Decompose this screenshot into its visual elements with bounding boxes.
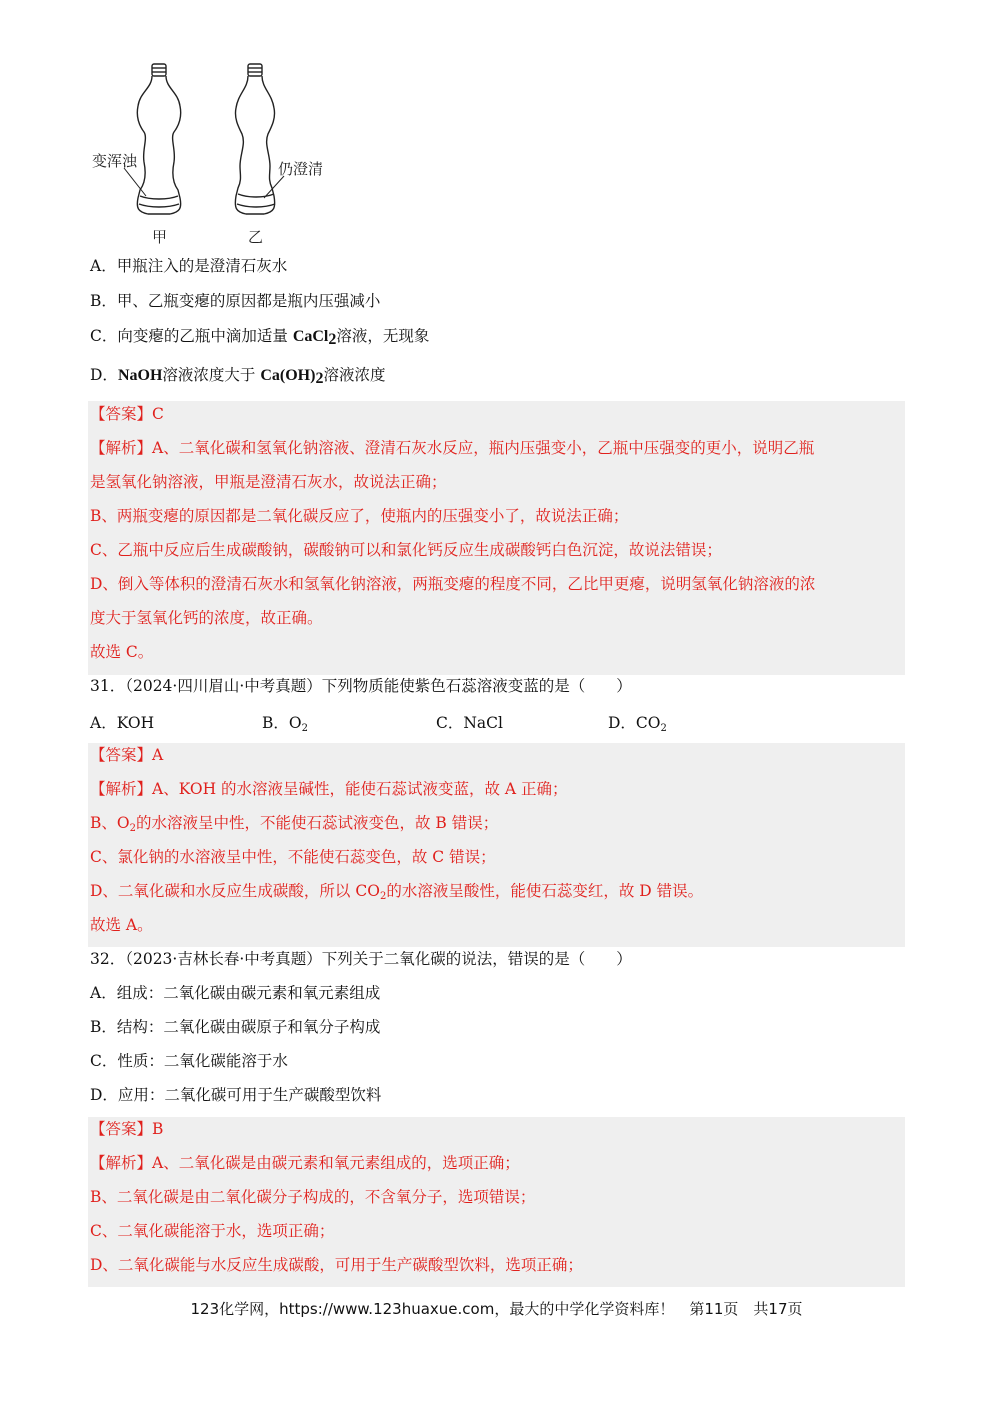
- q32-option-b: B．结构：二氧化碳由碳原子和氧分子构成: [90, 1018, 381, 1036]
- q31-analysis-2-prefix: B、O: [90, 814, 130, 832]
- q31-answer-box: [88, 743, 905, 947]
- q29-option-d-suffix: 溶液浓度: [323, 366, 386, 384]
- q29-conclusion: 故选 C。: [90, 643, 154, 661]
- q29-option-c: [90, 326, 429, 347]
- q31-option-b-prefix: B．O: [262, 714, 302, 732]
- label-jia: 甲: [152, 228, 168, 246]
- q32-analysis-4: D、二氧化碳能与水反应生成碳酸，可用于生产碳酸型饮料，选项正确；: [90, 1256, 583, 1274]
- q32-analysis-3: C、二氧化碳能溶于水，选项正确；: [90, 1222, 335, 1240]
- q31-analysis-4-prefix: D、二氧化碳和水反应生成碳酸，所以 CO: [90, 882, 380, 900]
- q32-analysis-2: B、二氧化碳是由二氧化碳分子构成的，不含氧分子，选项错误；: [90, 1188, 536, 1206]
- q31-analysis-2-sub: 2: [129, 823, 136, 834]
- q29-analysis-1: 【解析】A、二氧化碳和氢氧化钠溶液、澄清石灰水反应，瓶内压强变小，乙瓶中压强变的更小，说明乙瓶: [90, 439, 815, 457]
- bottle-right-shape: [235, 64, 275, 214]
- q29-option-c-suffix: 溶液，无现象: [336, 327, 430, 345]
- q31-analysis-3: C、氯化钠的水溶液呈中性，不能使石蕊变色，故 C 错误；: [90, 848, 496, 866]
- q32-option-a: A．组成：二氧化碳由碳元素和氧元素组成: [90, 984, 381, 1002]
- q29-analysis-3: C、乙瓶中反应后生成碳酸钠，碳酸钠可以和氯化钙反应生成碳酸钙白色沉淀，故说法错误；: [90, 541, 722, 559]
- q32-analysis-1: 【解析】A、二氧化碳是由碳元素和氧元素组成的，选项正确；: [90, 1154, 520, 1172]
- q29-analysis-2: B、两瓶变瘪的原因都是二氧化碳反应了，使瓶内的压强变小了，故说法正确；: [90, 507, 629, 525]
- q29-option-c-sub: 2: [328, 331, 337, 348]
- q29-option-a: A．甲瓶注入的是澄清石灰水: [90, 257, 288, 275]
- q29-option-d-prefix: D．: [90, 366, 118, 384]
- q31-answer: 【答案】A: [90, 746, 164, 764]
- q32-option-c: C．性质：二氧化碳能溶于水: [90, 1052, 288, 1070]
- label-turbid: 变浑浊: [92, 152, 138, 170]
- bottle-left-shape: [137, 64, 181, 214]
- label-clear: 仍澄清: [278, 160, 324, 178]
- q31-option-d: [608, 711, 667, 733]
- q31-option-b-sub: 2: [301, 723, 308, 734]
- q29-option-d-chem2: Ca(OH): [260, 367, 316, 384]
- q31-analysis-4-suffix: 的水溶液呈酸性，能使石蕊变红，故 D 错误。: [386, 882, 704, 900]
- q29-option-c-chem: CaCl: [292, 328, 329, 345]
- q29-answer: 【答案】C: [90, 405, 164, 423]
- q31-option-b: [262, 711, 308, 733]
- q31-option-c: C．NaCl: [436, 714, 503, 732]
- bottles-illustration: [88, 58, 348, 250]
- q31-analysis-4-sub: 2: [379, 891, 387, 902]
- q31-option-d-prefix: D．CO: [608, 714, 661, 732]
- q31-option-d-sub: 2: [660, 723, 667, 734]
- q29-option-d-chem1: NaOH: [117, 367, 163, 384]
- q29-analysis-1b: 是氢氧化钠溶液，甲瓶是澄清石灰水，故说法正确；: [90, 473, 447, 491]
- q31-analysis-2: [90, 813, 498, 833]
- q31-analysis-2-suffix: 的水溶液呈中性，不能使石蕊试液变色，故 B 错误；: [135, 814, 499, 832]
- q29-option-d: [90, 365, 385, 386]
- label-yi: 乙: [248, 228, 264, 246]
- q31-analysis-1: 【解析】A、KOH 的水溶液呈碱性，能使石蕊试液变蓝，故 A 正确；: [90, 780, 568, 798]
- q29-option-d-sub: 2: [315, 370, 324, 387]
- q32-answer: 【答案】B: [90, 1120, 164, 1138]
- q31-conclusion: 故选 A。: [90, 916, 153, 934]
- q31-stem: 31．（2024·四川眉山·中考真题）下列物质能使紫色石蕊溶液变蓝的是（ ）: [90, 677, 632, 695]
- page-footer: 123化学网，https://www.123huaxue.com，最大的中学化学资料库！ 第11页 共17页: [190, 1300, 803, 1318]
- q29-option-c-prefix: C．向变瘪的乙瓶中滴加适量: [90, 327, 288, 345]
- q29-option-d-mid: 溶液浓度大于: [162, 366, 256, 384]
- q32-option-d: D．应用：二氧化碳可用于生产碳酸型饮料: [90, 1086, 382, 1104]
- q29-analysis-4b: 度大于氢氧化钙的浓度，故正确。: [90, 609, 323, 627]
- q32-stem: 32．（2023·吉林长春·中考真题）下列关于二氧化碳的说法，错误的是（ ）: [90, 950, 632, 968]
- q29-option-b: B．甲、乙瓶变瘪的原因都是瓶内压强减小: [90, 292, 381, 310]
- bottles-figure: [88, 58, 348, 250]
- q29-analysis-4: D、倒入等体积的澄清石灰水和氢氧化钠溶液，两瓶变瘪的程度不同，乙比甲更瘪，说明氢氧化钠溶液的浓: [90, 575, 816, 593]
- q31-analysis-4: [90, 881, 703, 901]
- q31-option-a: A．KOH: [90, 714, 155, 732]
